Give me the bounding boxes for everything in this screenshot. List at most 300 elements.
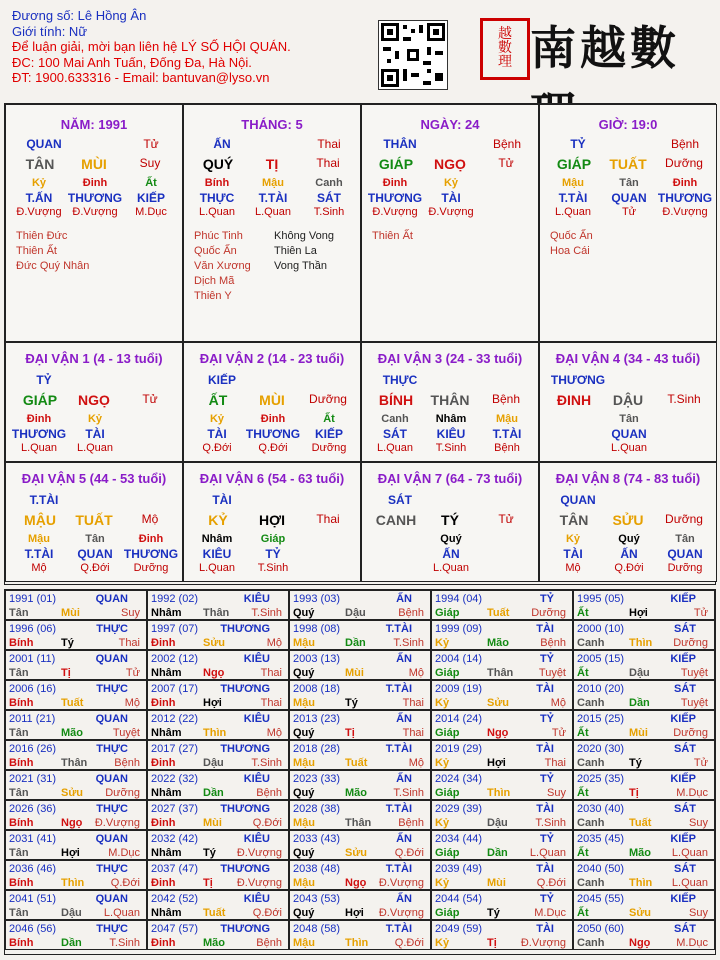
- year-stem: Đinh: [151, 757, 176, 769]
- ten-god: TỶ: [570, 137, 586, 151]
- hidden-stem: Mậu: [562, 177, 584, 189]
- year-label: 2022 (32): [151, 773, 199, 785]
- year-cell: [289, 590, 431, 620]
- stars-col-a: [16, 229, 89, 274]
- pillar-title: GIỜ: 19:0: [598, 117, 658, 132]
- hidden-stem: Giáp: [260, 533, 286, 545]
- year-label: 2040 (50): [577, 863, 625, 875]
- year-stem: Canh: [577, 817, 605, 829]
- year-label: 2047 (57): [151, 923, 199, 935]
- year-branch: Ngọ: [487, 727, 509, 739]
- year-label: 2042 (52): [151, 893, 199, 905]
- phase: Thai: [316, 512, 340, 526]
- star-item: Đức Quý Nhân: [16, 260, 90, 272]
- year-branch: Ngọ: [629, 937, 651, 949]
- year-cell: [147, 770, 289, 800]
- branch: DẬU: [612, 392, 644, 408]
- year-cell: [5, 650, 147, 680]
- year-stem: Đinh: [151, 937, 176, 949]
- branch: MÙI: [81, 156, 107, 172]
- year-god: KIÊU: [243, 713, 270, 725]
- year-phase: Q.Đới: [252, 907, 282, 919]
- year-phase: Bệnh: [256, 937, 282, 949]
- ten-god: THỰC: [382, 373, 418, 387]
- year-stem: Bính: [9, 697, 34, 709]
- year-god: THỰC: [96, 863, 128, 875]
- year-phase: Mộ: [408, 667, 424, 679]
- hidden-phase: L.Quan: [76, 442, 114, 454]
- year-branch: Dần: [345, 637, 366, 649]
- year-phase: Mộ: [124, 697, 140, 709]
- year-cell: [289, 650, 431, 680]
- year-stem: Kỷ: [435, 817, 450, 829]
- hidden-phase: L.Quan: [432, 562, 470, 574]
- ten-god: ẤN: [213, 137, 231, 151]
- branch: NGỌ: [434, 156, 466, 172]
- year-god: THỰC: [96, 623, 128, 635]
- year-god: SÁT: [674, 863, 696, 875]
- hidden-stem: Đinh: [382, 177, 408, 189]
- year-label: 2033 (43): [293, 833, 341, 845]
- hidden-god: THƯƠNG: [245, 427, 301, 441]
- year-branch: Dậu: [487, 817, 508, 829]
- pillar-cell: [539, 104, 717, 342]
- status: Tử: [143, 137, 159, 151]
- hidden-stem: Ất: [323, 413, 335, 425]
- hidden-stem: Tân: [85, 533, 105, 545]
- year-label: 2013 (23): [293, 713, 341, 725]
- year-cell: [5, 890, 147, 920]
- hidden-phase: L.Quan: [20, 442, 58, 454]
- dai-van-cell: [539, 342, 717, 462]
- branch: TÝ: [441, 512, 459, 528]
- year-cell: [5, 800, 147, 830]
- hidden-phase: Dưỡng: [311, 442, 347, 454]
- year-stem: Mậu: [293, 877, 315, 889]
- year-god: THỰC: [96, 683, 128, 695]
- hidden-stem: Kỷ: [31, 177, 47, 189]
- year-phase: M.Dục: [676, 787, 708, 799]
- hidden-god: TỶ: [265, 547, 281, 561]
- hidden-stem: Nhâm: [201, 533, 233, 545]
- year-cell: [5, 920, 147, 950]
- year-label: 2030 (40): [577, 803, 625, 815]
- hidden-stem: Mậu: [496, 413, 518, 425]
- star-item: Vong Thần: [274, 260, 328, 272]
- hidden-god: T.TÀI: [558, 191, 588, 205]
- year-god: QUAN: [95, 833, 128, 845]
- year-phase: Mộ: [266, 727, 282, 739]
- hidden-god: QUAN: [77, 547, 113, 561]
- year-stem: Bính: [9, 877, 34, 889]
- star-item: Phúc Tinh: [194, 230, 243, 242]
- year-label: 2048 (58): [293, 923, 341, 935]
- hidden-stem: Bính: [204, 177, 230, 189]
- star-item: Quốc Ấn: [194, 245, 237, 257]
- year-god: THƯƠNG: [220, 743, 270, 755]
- stem: GIÁP: [22, 392, 58, 408]
- year-label: 2038 (48): [293, 863, 341, 875]
- stars-col-b: [274, 229, 334, 274]
- ten-god: T.TÀI: [29, 493, 59, 507]
- dai-van-title: ĐẠI VẬN 5 (44 - 53 tuổi): [21, 471, 167, 486]
- year-branch: Dần: [61, 937, 82, 949]
- year-cell: [573, 740, 715, 770]
- year-branch: Tị: [629, 787, 639, 799]
- ten-god: KIẾP: [207, 373, 236, 387]
- hidden-god: ẤN: [620, 547, 638, 561]
- year-stem: Mậu: [293, 637, 315, 649]
- year-label: 2005 (15): [577, 653, 625, 665]
- year-label: 2015 (25): [577, 713, 625, 725]
- hidden-god: T.TÀI: [492, 427, 522, 441]
- consult-note: Để luận giải, mời bạn liên hệ LÝ SỐ HỘI QUÁN.: [12, 39, 291, 54]
- year-label: 1998 (08): [293, 623, 341, 635]
- phase: Dưỡng: [309, 392, 347, 406]
- branch: THÂN: [430, 392, 470, 408]
- year-label: 1996 (06): [9, 623, 57, 635]
- year-stem: Giáp: [435, 907, 460, 919]
- year-cell: [147, 800, 289, 830]
- year-phase: Dưỡng: [673, 637, 708, 649]
- year-phase: Q.Đới: [536, 877, 566, 889]
- year-god: SÁT: [674, 623, 696, 635]
- ten-god: QUAN: [560, 493, 596, 507]
- year-phase: Tử: [125, 667, 140, 679]
- hidden-phase: Đ.Vượng: [662, 206, 708, 218]
- year-god: TỶ: [539, 773, 554, 785]
- year-branch: Sửu: [629, 907, 652, 919]
- hidden-phase: L.Quan: [554, 206, 592, 218]
- year-phase: Tử: [551, 727, 566, 739]
- annual-table: [4, 589, 716, 955]
- hidden-phase: L.Quan: [198, 562, 236, 574]
- year-label: 2027 (37): [151, 803, 199, 815]
- year-cell: [289, 860, 431, 890]
- year-cell: [431, 920, 573, 950]
- year-god: TỶ: [539, 653, 554, 665]
- contact: ĐT: 1900.633316 - Email: bantuvan@lyso.vn: [12, 70, 270, 85]
- year-phase: Đ.Vượng: [236, 847, 282, 859]
- year-label: 2018 (28): [293, 743, 341, 755]
- year-stem: Đinh: [151, 877, 176, 889]
- dai-van-cell: [539, 462, 717, 582]
- status: Thai: [317, 137, 341, 151]
- year-stem: Bính: [9, 817, 34, 829]
- year-phase: Đ.Vượng: [94, 817, 140, 829]
- year-branch: Hợi: [61, 847, 80, 859]
- hidden-god: QUAN: [611, 191, 647, 205]
- hidden-phase: Q.Đới: [258, 442, 288, 454]
- year-stem: Giáp: [435, 607, 460, 619]
- year-god: KIẾP: [670, 833, 696, 845]
- hidden-god: TÀI: [85, 427, 105, 441]
- year-label: 2023 (33): [293, 773, 341, 785]
- year-god: THƯƠNG: [220, 623, 270, 635]
- year-cell: [147, 830, 289, 860]
- year-label: 2043 (53): [293, 893, 341, 905]
- year-cell: [431, 740, 573, 770]
- year-phase: Mộ: [408, 757, 424, 769]
- year-phase: Dưỡng: [531, 607, 566, 619]
- brand-logo: 南越數: [530, 21, 680, 75]
- hidden-phase: Q.Đới: [80, 562, 110, 574]
- year-cell: [573, 920, 715, 950]
- year-branch: Tuất: [345, 757, 368, 769]
- status: Bệnh: [670, 137, 700, 151]
- year-label: 1999 (09): [435, 623, 483, 635]
- year-stem: Nhâm: [151, 847, 182, 859]
- year-phase: Bệnh: [398, 817, 424, 829]
- year-god: TỶ: [539, 833, 554, 845]
- year-cell: [147, 710, 289, 740]
- year-label: 2046 (56): [9, 923, 57, 935]
- year-phase: T.Sinh: [535, 817, 566, 829]
- dai-van-title: ĐẠI VẬN 4 (34 - 43 tuổi): [555, 351, 701, 366]
- year-god: TÀI: [536, 743, 554, 755]
- year-branch: Tuất: [487, 607, 510, 619]
- year-stem: Đinh: [151, 637, 176, 649]
- year-phase: Suy: [547, 787, 566, 799]
- year-phase: Suy: [121, 607, 140, 619]
- hidden-god: SÁT: [317, 191, 341, 205]
- year-cell: [147, 620, 289, 650]
- year-cell: [431, 770, 573, 800]
- phase: Dưỡng: [665, 156, 703, 170]
- stem: CANH: [375, 512, 417, 528]
- stem: ĐINH: [556, 392, 592, 408]
- hidden-god: KIÊU: [436, 427, 466, 441]
- year-cell: [147, 740, 289, 770]
- year-god: KIẾP: [670, 773, 696, 785]
- year-label: 2007 (17): [151, 683, 199, 695]
- year-label: 2009 (19): [435, 683, 483, 695]
- year-label: 2021 (31): [9, 773, 57, 785]
- year-cell: [289, 620, 431, 650]
- ten-god: TỶ: [36, 373, 52, 387]
- hidden-stem: Tân: [619, 413, 639, 425]
- year-phase: Đ.Vượng: [378, 907, 424, 919]
- year-god: KIẾP: [670, 593, 696, 605]
- hidden-phase: Dưỡng: [133, 562, 169, 574]
- year-label: 2019 (29): [435, 743, 483, 755]
- phase: Mộ: [141, 512, 159, 526]
- year-branch: Tị: [61, 667, 71, 679]
- year-label: 2003 (13): [293, 653, 341, 665]
- year-phase: Q.Đới: [394, 847, 424, 859]
- star-item: Hoa Cái: [550, 245, 590, 257]
- star-item: Thiên Ất: [16, 245, 57, 257]
- year-stem: Tân: [9, 847, 29, 859]
- year-phase: Dưỡng: [105, 787, 140, 799]
- year-phase: Thai: [544, 757, 566, 769]
- hidden-god: T.ẤN: [25, 191, 53, 205]
- year-label: 2036 (46): [9, 863, 57, 875]
- status: Bệnh: [492, 137, 522, 151]
- year-phase: Suy: [689, 907, 708, 919]
- year-cell: [289, 890, 431, 920]
- star-item: Quốc Ấn: [550, 230, 593, 242]
- year-branch: Thìn: [345, 937, 369, 949]
- year-phase: Tử: [693, 757, 708, 769]
- year-branch: Mùi: [345, 667, 364, 679]
- hidden-stem: Quý: [440, 533, 462, 545]
- hidden-god: TÀI: [207, 427, 227, 441]
- brand-seal-logo: 越 數 理: [480, 18, 530, 80]
- ten-god: QUAN: [26, 137, 62, 151]
- year-label: 2049 (59): [435, 923, 483, 935]
- stem: BÍNH: [378, 392, 414, 408]
- year-cell: [147, 890, 289, 920]
- year-label: 2025 (35): [577, 773, 625, 785]
- year-god: ẤN: [396, 653, 412, 665]
- year-branch: Ngọ: [61, 817, 83, 829]
- hidden-god: QUAN: [667, 547, 703, 561]
- year-label: 1992 (02): [151, 593, 199, 605]
- year-stem: Bính: [9, 937, 34, 949]
- hidden-phase: Mộ: [31, 562, 47, 574]
- year-god: ẤN: [396, 593, 412, 605]
- year-god: KIẾP: [670, 713, 696, 725]
- year-god: KIẾP: [670, 893, 696, 905]
- year-cell: [5, 740, 147, 770]
- year-label: 2016 (26): [9, 743, 57, 755]
- year-god: KIÊU: [243, 773, 270, 785]
- year-god: ẤN: [396, 833, 412, 845]
- dai-van-cell: [5, 342, 183, 462]
- year-label: 2037 (47): [151, 863, 199, 875]
- year-cell: [5, 860, 147, 890]
- year-god: TÀI: [536, 863, 554, 875]
- year-god: THỰC: [96, 923, 128, 935]
- year-god: TÀI: [536, 923, 554, 935]
- qr-code[interactable]: [378, 20, 448, 90]
- year-stem: Quý: [293, 787, 315, 799]
- stars-col-a: [372, 229, 413, 244]
- star-item: Thiên Ất: [372, 230, 413, 242]
- year-stem: Ất: [577, 667, 589, 679]
- year-branch: Thân: [61, 757, 88, 769]
- year-branch: Thân: [345, 817, 372, 829]
- year-stem: Kỷ: [435, 937, 450, 949]
- year-phase: Tuyệt: [112, 727, 140, 739]
- year-stem: Kỷ: [435, 877, 450, 889]
- year-branch: Sửu: [203, 637, 226, 649]
- year-god: THƯƠNG: [220, 863, 270, 875]
- branch: TỊ: [265, 156, 279, 172]
- year-stem: Kỷ: [435, 637, 450, 649]
- year-god: ẤN: [396, 773, 412, 785]
- year-cell: [431, 830, 573, 860]
- year-stem: Quý: [293, 607, 315, 619]
- pillar-cell: [5, 104, 183, 342]
- year-cell: [147, 650, 289, 680]
- hidden-god: THƯƠNG: [67, 191, 123, 205]
- year-cell: [573, 590, 715, 620]
- year-branch: Sửu: [61, 787, 84, 799]
- year-cell: [431, 710, 573, 740]
- year-cell: [147, 920, 289, 950]
- year-phase: Q.Đới: [110, 877, 140, 889]
- year-cell: [147, 590, 289, 620]
- year-stem: Bính: [9, 637, 34, 649]
- hidden-stem: Đinh: [260, 413, 286, 425]
- year-label: 2034 (44): [435, 833, 483, 845]
- hidden-god: KIẾP: [136, 191, 165, 205]
- year-cell: [431, 650, 573, 680]
- hidden-stem: Đinh: [138, 533, 164, 545]
- hidden-stem: Nhâm: [435, 413, 467, 425]
- hidden-god: T.TÀI: [24, 547, 54, 561]
- year-stem: Tân: [9, 787, 29, 799]
- year-cell: [5, 830, 147, 860]
- star-item: Dịch Mã: [194, 275, 235, 287]
- year-stem: Quý: [293, 847, 315, 859]
- year-phase: Thai: [260, 697, 282, 709]
- dai-van-cell: [361, 342, 539, 462]
- phase: Bệnh: [491, 392, 521, 406]
- year-label: 2041 (51): [9, 893, 57, 905]
- year-stem: Đinh: [151, 817, 176, 829]
- hidden-god: TÀI: [563, 547, 583, 561]
- year-cell: [573, 800, 715, 830]
- year-stem: Nhâm: [151, 607, 182, 619]
- hidden-stem: Đinh: [82, 177, 108, 189]
- year-label: 1995 (05): [577, 593, 625, 605]
- header-info: [12, 8, 377, 86]
- year-label: 2002 (12): [151, 653, 199, 665]
- year-phase: Mộ: [266, 637, 282, 649]
- star-item: Văn Xương: [194, 260, 251, 272]
- year-label: 2031 (41): [9, 833, 57, 845]
- year-label: 2001 (11): [9, 653, 56, 665]
- year-phase: L.Quan: [671, 847, 708, 859]
- year-cell: [431, 860, 573, 890]
- year-branch: Thìn: [629, 877, 653, 889]
- year-label: 2017 (27): [151, 743, 199, 755]
- year-label: 2032 (42): [151, 833, 199, 845]
- year-stem: Ất: [577, 727, 589, 739]
- year-label: 2004 (14): [435, 653, 483, 665]
- year-phase: M.Dục: [108, 847, 140, 859]
- year-label: 2024 (34): [435, 773, 483, 785]
- year-god: THƯƠNG: [220, 803, 270, 815]
- year-stem: Giáp: [435, 847, 460, 859]
- hidden-phase: T.Sinh: [257, 562, 289, 574]
- hidden-god: ẤN: [442, 547, 460, 561]
- year-god: KIÊU: [243, 833, 270, 845]
- year-phase: Tuyệt: [538, 667, 566, 679]
- year-stem: Mậu: [293, 937, 315, 949]
- year-branch: Tý: [487, 907, 500, 919]
- year-cell: [289, 770, 431, 800]
- year-god: T.TÀI: [385, 743, 412, 755]
- year-branch: Tị: [345, 727, 355, 739]
- phase: Tử: [498, 156, 514, 170]
- hidden-phase: L.Quan: [198, 206, 236, 218]
- year-branch: Tị: [487, 937, 497, 949]
- hidden-god: TÀI: [441, 191, 461, 205]
- year-branch: Thìn: [629, 637, 653, 649]
- year-branch: Dậu: [629, 667, 650, 679]
- year-label: 1993 (03): [293, 593, 341, 605]
- year-cell: [573, 860, 715, 890]
- hidden-stem: Kỷ: [565, 533, 581, 545]
- year-cell: [5, 770, 147, 800]
- year-label: 1997 (07): [151, 623, 199, 635]
- year-stem: Tân: [9, 607, 29, 619]
- year-branch: Sửu: [345, 847, 368, 859]
